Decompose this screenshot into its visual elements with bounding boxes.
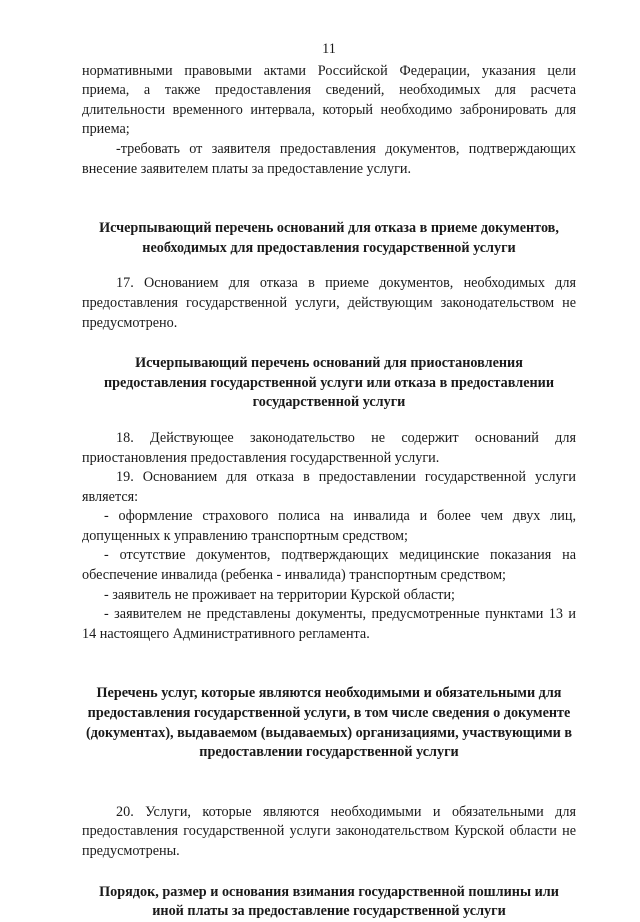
refusal-item: - отсутствие документов, подтверждающих медицинские показания на обеспечение инвалида (ребенка - инвалида) транспортным средством; — [82, 547, 576, 584]
paragraph-20: 20. Услуги, которые являются необходимыми и обязательными для предоставления государственной услуги законодательством Курской области не предусмотрены. — [82, 803, 576, 859]
section-heading-state-fee: Порядок, размер и основания взимания государственной пошлины или иной платы за предоставление государственной услуги — [99, 883, 559, 920]
page-number: 11 — [322, 41, 336, 57]
paragraph-18: 18. Действующее законодательство не содержит оснований для приостановления предоставления государственной услуги. — [82, 429, 576, 466]
paragraph-19: 19. Основанием для отказа в предоставлении государственной услуги является: — [82, 469, 576, 505]
section-heading-required-services: Перечень услуг, которые являются необходимыми и обязательными для предоставления государственной услуги, в том числе сведения о документе (документах), выдаваемом (выдаваемых) организациями, участвующими в предоставлении государственной услуги — [85, 685, 572, 761]
refusal-item: - оформление страхового полиса на инвалида и более чем двух лиц, допущенных к управлению транспортным средством; — [82, 508, 576, 544]
paragraph-17: 17. Основанием для отказа в приеме документов, необходимых для предоставления государственной услуги, действующим законодательством не предусмотрено. — [82, 275, 576, 331]
section-heading-refusal-documents: Исчерпывающий перечень оснований для отказа в приеме документов, необходимых для предоставления государственной услуги — [99, 220, 559, 256]
refusal-item: - заявитель не проживает на территории Курской области; — [104, 586, 455, 603]
refusal-item: - заявителем не представлены документы, предусмотренные пунктами 13 и 14 настоящего Административного регламента. — [82, 606, 576, 642]
document-page — [82, 40, 576, 922]
section-heading-suspension-refusal: Исчерпывающий перечень оснований для приостановления предоставления государственной услуги или отказа в предоставлении государственной услуги — [103, 355, 555, 411]
continuation-item: -требовать от заявителя предоставления документов, подтверждающих внесение заявителем платы за предоставление услуги. — [82, 140, 576, 177]
continuation-paragraph: нормативными правовыми актами Российской Федерации, указания цели приема, а также предоставления сведений, необходимых для расчета длительности временного интервала, который необходимо забронировать для приема; — [82, 62, 576, 138]
